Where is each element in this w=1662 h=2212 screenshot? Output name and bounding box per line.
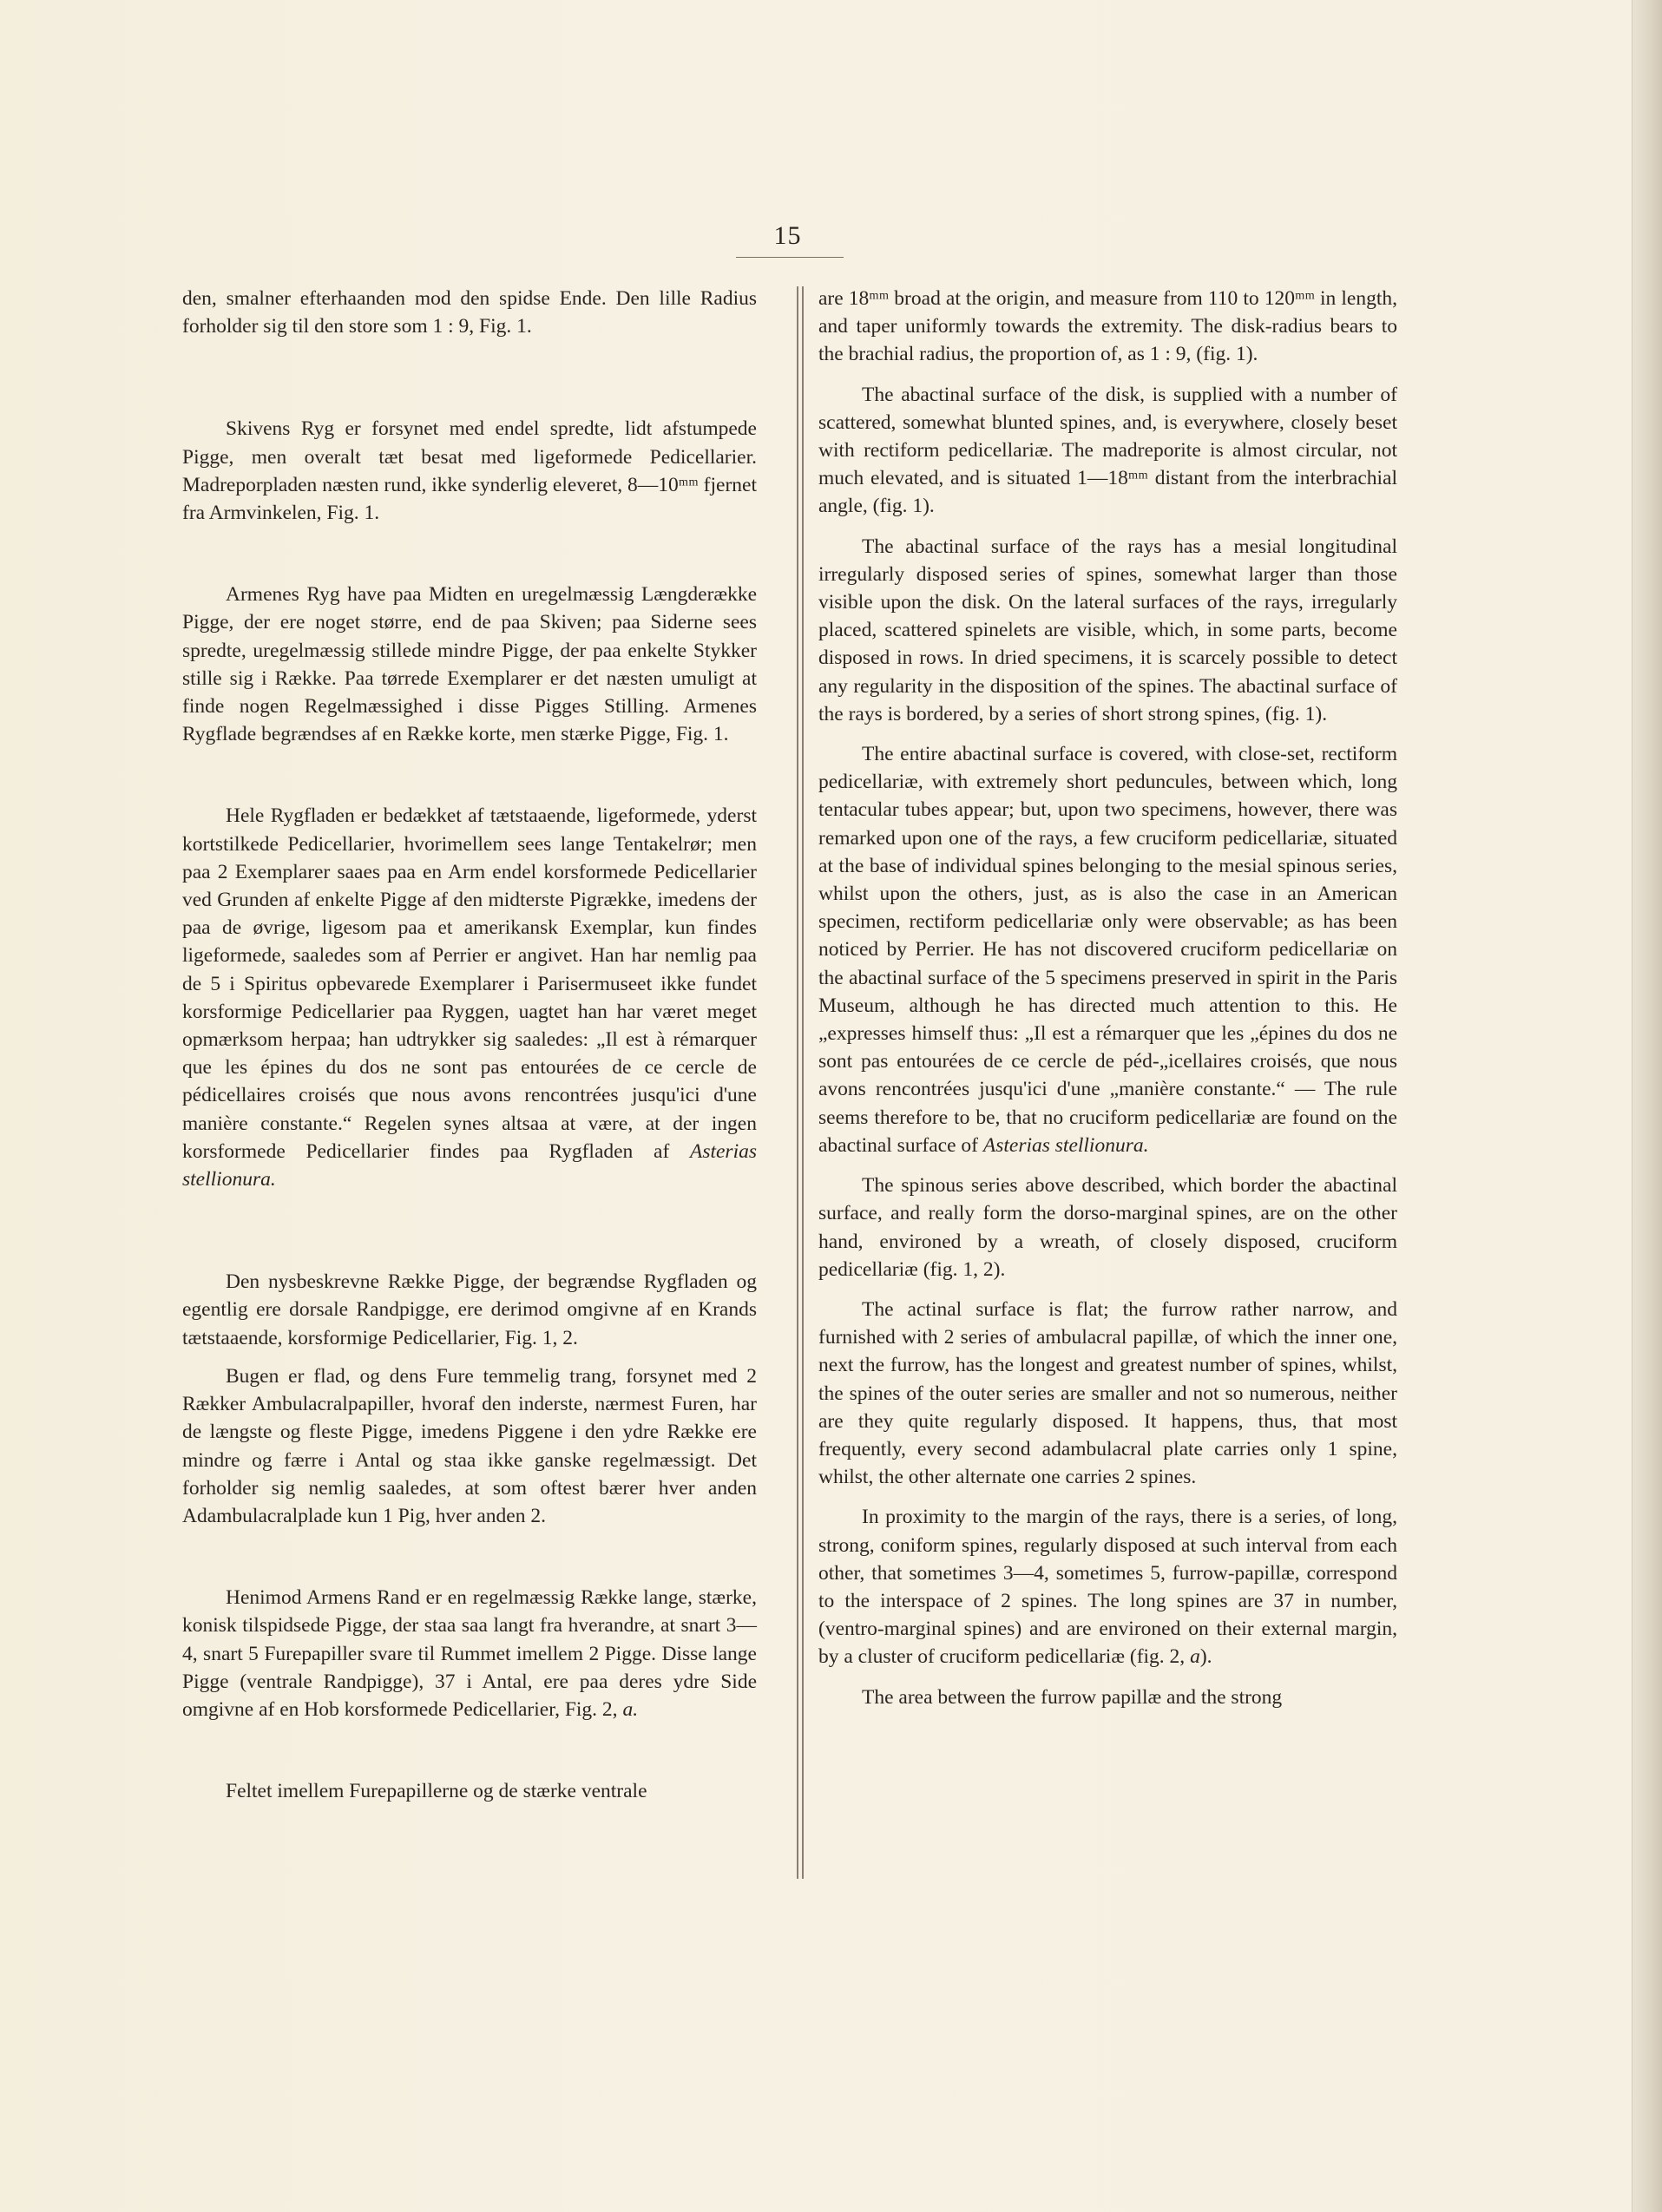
species-name: Asterias stellionura. [182,1139,757,1191]
danish-column [182,285,757,1805]
paragraph-text: Hele Rygfladen er bedækket af tætstaaende, ligeformede, yderst kortstilkede Pedicellarier, hvorimellem sees lange Tentakelrør; men paa 2 Exemplarer saaes paa en Arm endel korsformede Pedicellarier ved Grunden af enkelte Pigge af den midterste Pigrække, imedens der paa de øvrige, ligesom paa et amerikansk Exemplar, kun findes ligeformede, saaledes som af Perrier er angivet. Han har nemlig paa de 5 i Spiritus opbevarede Exemplarer i Parisermuseet ikke fundet korsformige Pedicellarier paa Ryggen, uagtet han har været meget opmærksom herpaa; han udtrykker sig saaledes: „Il est à rémarquer que les épines du dos ne sont pas entourées de ce cercle de pédicellaires croisés que nous avons rencontrées jusqu'ici d'une manière constante.“ Regelen synes altsaa at være, at der ingen korsformede Pedicellarier findes paa Rygfladen af [182,804,757,1163]
page-number-rule [736,257,844,258]
figure-reference: a. [622,1697,639,1721]
danish-paragraph [182,1584,757,1723]
english-paragraph [818,1503,1397,1670]
english-paragraph [818,740,1397,1159]
column-divider [797,286,798,1879]
english-paragraph: The area between the furrow papillæ and the strong [862,1685,1283,1709]
english-paragraph: The spinous series above described, which border the abactinal surface, and really form the dorso-marginal spines, are on the other hand, environed by a wreath, of closely disposed, cruciform pedicellariæ (fig. 1, 2). [818,1174,1397,1281]
danish-paragraph: Feltet imellem Furepapillerne og de stærke ventrale [226,1780,647,1803]
english-paragraph: are 18ᵐᵐ broad at the origin, and measure from 110 to 120ᵐᵐ in length, and taper uniformly towards the extremity. The disk-radius bears to the brachial radius, the proportion of, as 1 : 9, (fig. 1). [818,287,1397,366]
english-column [818,285,1397,1711]
english-paragraph: The abactinal surface of the disk, is supplied with a number of scattered, somewhat blunted spines, and, is everywhere, closely beset with rectiform pedicellariæ. The madreporite is almost circular, not much elevated, and is situated 1—18ᵐᵐ distant from the interbrachial angle, (fig. 1). [818,383,1397,518]
danish-paragraph [182,802,757,1193]
paragraph-text: Henimod Armens Rand er en regelmæssig Række lange, stærke, konisk tilspidsede Pigge, der staa saa langt fra hverandre, at snart 3—4, snart 5 Furepapiller svare til Rummet imellem 2 Pigge. Disse lange Pigge (ventrale Randpigge), 37 i Antal, ere paa deres ydre Side omgivne af en Hob korsformede Pedicellarier, Fig. 2, [182,1586,757,1721]
english-paragraph: The actinal surface is flat; the furrow rather narrow, and furnished with 2 series of ambulacral papillæ, of which the inner one, next the furrow, has the longest and greatest number of spines, whilst, the spines of the outer series are smaller and not so numerous, neither are they quite regularly disposed. It happens, thus, that most frequently, every second adambulacral plate carries only 1 spine, whilst, the other alternate one carries 2 spines. [818,1297,1397,1489]
paragraph-text: In proximity to the margin of the rays, there is a series, of long, strong, coniform spines, regularly disposed at such interval from each other, that sometimes 3—4, sometimes 5, furrow-papillæ, correspond to the interspace of 2 spines. The long spines are 37 in number, (ventro-marginal spines) and are environed on their external margin, by a cluster of cruciform pedicellariæ (fig. 2, [818,1506,1397,1669]
danish-paragraph: Bugen er flad, og dens Fure temmelig trang, forsynet med 2 Rækker Ambulacralpapiller, hvoraf den inderste, nærmest Furen, har de længste og fleste Pigge, imedens Piggene i den ydre Række ere mindre og færre i Antal og staa ikke ganske regelmæssigt. Det forholder sig nemlig saaledes, at som oftest bærer hver anden Adambulacralplade kun 1 Pig, hver anden 2. [182,1364,757,1527]
danish-paragraph: Den nysbeskrevne Række Pigge, der begrændse Rygfladen og egentlig ere dorsale Randpigge, ere derimod omgivne af en Krands tætstaaende, korsformige Pedicellarier, Fig. 1, 2. [182,1270,757,1349]
column-divider [802,286,804,1879]
page-number: 15 [773,221,802,250]
species-name: Asterias stellionura. [982,1133,1149,1157]
page-edge-shadow [1632,0,1662,2212]
paragraph-text: ). [1199,1645,1212,1669]
figure-reference: a [1190,1645,1200,1669]
danish-paragraph: Armenes Ryg have paa Midten en uregelmæssig Længderække Pigge, der ere noget større, end de paa Skiven; paa Siderne sees spredte, uregelmæssig stillede mindre Pigge, der paa enkelte Stykker stille sig i Række. Paa tørrede Exemplarer er det næsten umuligt at finde nogen Regelmæssighed i disse Pigges Stilling. Armenes Rygflade begrændses af en Række korte, men stærke Pigge, Fig. 1. [182,583,757,746]
danish-paragraph: Skivens Ryg er forsynet med endel spredte, lidt afstumpede Pigge, men overalt tæt besat med ligeformede Pedicellarier. Madreporpladen næsten rund, ikke synderlig eleveret, 8—10ᵐᵐ fjernet fra Armvinkelen, Fig. 1. [182,417,757,525]
paragraph-text: The entire abactinal surface is covered, with close-set, rectiform pedicellariæ, with extremely short peduncules, between which, long tentacular tubes appear; but, upon two specimens, however, there was remarked upon one of the rays, a few cruciform pedicellariæ, situated at the base of individual spines belonging to the mesial spinous series, whilst upon the others, just, as is also the case in an American specimen, rectiform pedicellariæ only were observable; as has been noticed by Perrier. He has not discovered cruciform pedicellariæ on the abactinal surface of the 5 specimens preserved in spirit in the Paris Museum, although he has directed much attention to this. He „expresses himself thus: „Il est a rémarquer que les „épines du dos ne sont pas entourées de ce cercle de péd-„icellaires croisés, que nous avons rencontrées jusqu'ici d'une „manière constante.“ — The rule seems therefore to be, that no cruciform pedicellariæ are found on the abactinal surface of [818,743,1397,1157]
english-paragraph: The abactinal surface of the rays has a mesial longitudinal irregularly disposed series of spines, somewhat larger than those visible upon the disk. On the lateral surfaces of the rays, irregularly placed, scattered spinelets are visible, which, in some parts, become disposed in rows. In dried specimens, it is scarcely possible to detect any regularity in the disposition of the spines. The abactinal surface of the rays is bordered, by a series of short strong spines, (fig. 1). [818,535,1397,725]
danish-paragraph: den, smalner efterhaanden mod den spidse Ende. Den lille Radius forholder sig til den store som 1 : 9, Fig. 1. [182,287,757,338]
